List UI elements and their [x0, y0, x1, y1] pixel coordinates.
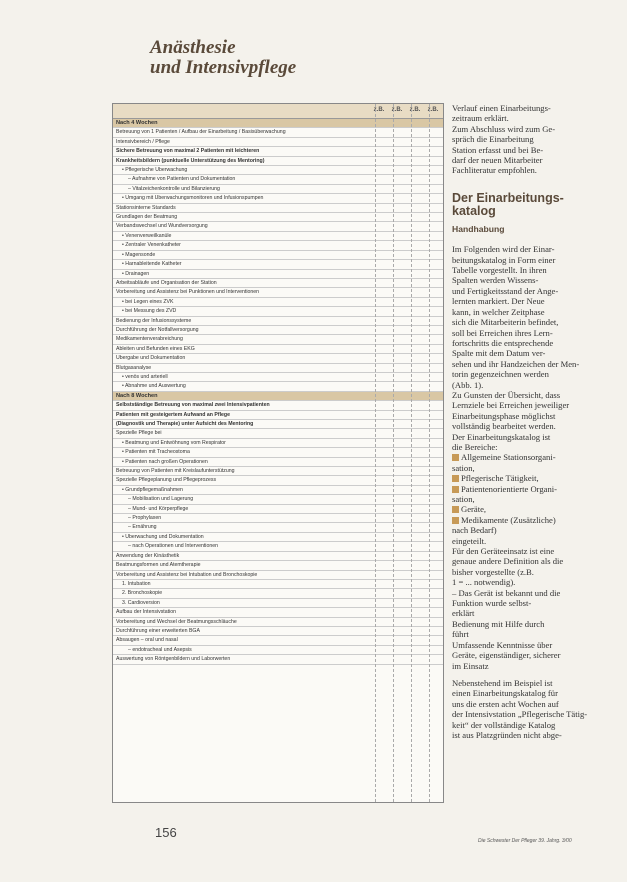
- text-line: führt: [452, 629, 469, 640]
- row-label: • Patienten mit Tracheostoma: [122, 449, 190, 456]
- legend-square-icon: [452, 475, 459, 482]
- text-line: der Intensivstation „Pflegerische Tätig-: [452, 709, 588, 720]
- legend-item: [452, 515, 612, 525]
- text-line: und Fertigkeitsstand der Ange-: [452, 285, 559, 296]
- section-heading-line: Der Einarbeitungs-: [452, 190, 564, 205]
- section-heading-line: katalog: [452, 203, 496, 218]
- row-label: Anwendung der Kinästhetik: [116, 552, 180, 559]
- text-line: Zum Abschluss wird zum Ge-: [452, 123, 556, 134]
- text-line: Der Einarbeitungskatalog ist: [452, 431, 551, 442]
- legend-label: Medikamente (Zusätzliche): [461, 514, 556, 525]
- text-line: Verlauf einen Einarbeitungs-: [452, 103, 551, 113]
- text-line: fortschritts die entsprechende: [452, 337, 554, 348]
- row-label: Betreuung von Patienten mit Kreislaufunterstützung: [116, 468, 235, 475]
- row-label: Stationsinterne Standards: [116, 204, 176, 211]
- row-label: – Aufnahme von Patienten und Dokumentation: [128, 176, 236, 183]
- column-header: z.B.: [391, 107, 403, 113]
- legend-square-icon: [452, 486, 459, 493]
- legend-item: [452, 504, 612, 514]
- row-label: Spezielle Pflegeplanung und Pflegeprozess: [116, 477, 217, 484]
- row-label: • Überwachung und Dokumentation: [122, 533, 204, 540]
- row-label: • Harnableitende Katheter: [122, 261, 182, 268]
- text-line: bisher vorgestellte (z.B.: [452, 566, 534, 577]
- row-label: Nach 8 Wochen: [116, 392, 158, 399]
- text-line: vollständig bearbeitet werden.: [452, 421, 556, 432]
- text-line: Im Folgenden wird der Einar-: [452, 244, 555, 255]
- text-line: Bedienung mit Hilfe durch: [452, 618, 545, 629]
- text-line: Für den Geräteeinsatz ist eine: [452, 546, 555, 557]
- text-line: Lernziele bei Erreichen jeweiliger: [452, 400, 570, 411]
- legend-label: Patientenorientierte Organi-: [461, 483, 558, 494]
- column-header: z.B.: [373, 107, 385, 113]
- page-number: 156: [155, 825, 177, 840]
- row-label: Aufbau der Intensivstation: [116, 609, 176, 616]
- row-label: Durchführung der Notfallversorgung: [116, 326, 199, 333]
- text-line: (Abb. 1).: [452, 379, 484, 390]
- row-label: Selbstständige Betreuung von maximal zwei Intensivpatienten: [116, 402, 270, 409]
- text-line: sich die Mitarbeiterin befindet,: [452, 317, 559, 328]
- text-line: darf der neuen Mitarbeiter: [452, 155, 543, 166]
- text-line: ist aus Platzgründen nicht abge-: [452, 729, 562, 740]
- text-line: sehen und ihr Handzeichen der Men-: [452, 358, 580, 369]
- text-line: lernten markiert. Der Neue: [452, 296, 545, 307]
- row-label: – Mobilisation und Lagerung: [128, 496, 194, 503]
- text-line: genaue andere Definition als die: [452, 556, 564, 567]
- row-label: – Vitalzeichenkontrolle und Bilanzierung: [128, 185, 220, 192]
- row-label: Arbeitsabläufe und Organisation der Station: [116, 279, 217, 286]
- legend-item: [452, 494, 612, 504]
- text-line: zeitraum erklärt.: [452, 113, 509, 124]
- section-heading: [452, 192, 612, 218]
- legend-item: [452, 463, 612, 473]
- text-line: die Bereiche:: [452, 441, 498, 452]
- column-header: z.B.: [427, 107, 439, 113]
- row-label: Bedienung der Infusionssysteme: [116, 317, 192, 324]
- row-label: Krankheitsbildern (punktuelle Unterstützung des Mentoring): [116, 157, 265, 164]
- training-catalog-table: [112, 103, 444, 803]
- column-header: z.B.: [409, 107, 421, 113]
- row-label: 3. Cardioversion: [122, 599, 160, 606]
- text-line: Umfassende Kenntnisse über: [452, 639, 553, 650]
- text-line: Zu Gunsten der Übersicht, dass: [452, 389, 561, 400]
- row-label: – nach Operationen und Interventionen: [128, 543, 218, 550]
- footer-note: Die Schwester Der Pfleger 39. Jahrg. 3/00: [478, 838, 572, 844]
- text-line: Geräte, eigenständiger, sicherer: [452, 650, 561, 661]
- text-line: – Das Gerät ist bekannt und die: [452, 587, 561, 598]
- text-line: kann, in welcher Zeitphase: [452, 306, 545, 317]
- row-label: • Beatmung und Entwöhnung vom Respirator: [122, 439, 226, 446]
- row-label: Beatmungsformen und Atemtherapie: [116, 562, 201, 569]
- row-label: • Grundpflegemaßnahmen: [122, 486, 183, 493]
- text-line: im Einsatz: [452, 660, 489, 671]
- row-label: 2. Bronchoskopie: [122, 590, 163, 597]
- legend-label: Allgemeine Stationsorgani-: [461, 452, 556, 463]
- row-label: Verbandswechsel und Wundversorgung: [116, 223, 208, 230]
- row-label: Intensivbereich / Pflege: [116, 138, 170, 145]
- row-label: • Venenverweilkanüle: [122, 232, 172, 239]
- text-line: Spalte mit dem Datum ver-: [452, 348, 546, 359]
- text-line: torin gegenzeichnen werden: [452, 369, 549, 380]
- text-line: eingeteilt.: [452, 535, 487, 546]
- legend-item: [452, 484, 612, 494]
- text-line: erklärt: [452, 608, 475, 619]
- row-label: Betreuung von 1 Patienten / Aufbau der Einarbeitung / Basisüberwachung: [116, 129, 286, 136]
- column-divider: [393, 104, 394, 802]
- row-label: Nach 4 Wochen: [116, 120, 158, 126]
- text-line: Fachliteratur empfohlen.: [452, 165, 537, 176]
- text-line: Spalten werden Wissens-: [452, 275, 539, 286]
- row-label: Vorbereitung und Wechsel der Beatmungsschläuche: [116, 618, 237, 625]
- text-line: spräch die Einarbeitung: [452, 134, 534, 145]
- legend-label: nach Bedarf): [452, 525, 497, 536]
- text-line: soll bei Erreichen ihres Lern-: [452, 327, 553, 338]
- row-label: • Patienten nach großen Operationen: [122, 458, 208, 465]
- row-label: Durchführung einer erweiterten BGA: [116, 627, 200, 634]
- row-label: Medikamentenverabreichung: [116, 336, 183, 343]
- row-label: • Pflegerische Überwachung: [122, 167, 188, 174]
- text-line: Einarbeitungsphase möglichst: [452, 410, 556, 421]
- legend-item: [452, 473, 612, 483]
- legend-label: sation,: [452, 494, 475, 504]
- row-label: Auswertung von Röntgenbildern und Laborwerten: [116, 656, 231, 663]
- row-label: Vorbereitung und Assistenz bei Punktionen und Interventionen: [116, 289, 260, 296]
- row-label: – Mund- und Körperpflege: [128, 505, 189, 512]
- legend-square-icon: [452, 506, 459, 513]
- row-label: • Zentraler Venenkatheter: [122, 242, 181, 249]
- row-label: • Drainagen: [122, 270, 150, 277]
- legend-square-icon: [452, 454, 459, 461]
- text-line: Station erfasst und bei Be-: [452, 144, 544, 155]
- row-label: – endotracheal und Asepsis: [128, 646, 192, 653]
- legend-label: Geräte,: [461, 504, 487, 515]
- column-divider: [375, 104, 376, 802]
- row-label: Absaugen – oral und nasal: [116, 637, 178, 644]
- legend-label: sation,: [452, 462, 475, 473]
- text-line: Tabelle vorgestellt. In ihren: [452, 265, 547, 276]
- row-label: – Prophylaxen: [128, 515, 162, 522]
- legend-square-icon: [452, 517, 459, 524]
- row-label: Vorbereitung und Assistenz bei Intubation und Bronchoskopie: [116, 571, 258, 578]
- legend-label: Pflegerische Tätigkeit,: [461, 473, 539, 484]
- page-title-line-1: Anästhesie: [150, 37, 236, 58]
- row-label: 1. Intubation: [122, 580, 151, 587]
- row-label: – Ernährung: [128, 524, 157, 531]
- text-line: einen Einarbeitungskatalog für: [452, 688, 558, 699]
- row-label: Übergabe und Dokumentation: [116, 355, 186, 362]
- text-line: beitungskatalog in Form einer: [452, 254, 556, 265]
- text-line: 1 = ... notwendig).: [452, 577, 516, 588]
- page-title-line-2: und Intensivpflege: [150, 57, 297, 78]
- text-line: Funktion wurde selbst-: [452, 598, 532, 609]
- text-line: keit“ der vollständige Katalog: [452, 719, 556, 730]
- row-label: • Umgang mit Überwachungsmonitoren und Infusionspumpen: [122, 195, 264, 202]
- text-line: uns die ersten acht Wochen auf: [452, 698, 559, 709]
- row-label: • Abnahme und Auswertung: [122, 383, 186, 390]
- text-line: Nebenstehend im Beispiel ist: [452, 677, 553, 688]
- subheading: Handhabung: [452, 223, 505, 234]
- row-label: Blutgasanalyse: [116, 364, 152, 371]
- legend-item: [452, 452, 612, 462]
- row-label: • bei Legen eines ZVK: [122, 298, 174, 305]
- right-text-column: [452, 103, 612, 740]
- row-label: • bei Messung des ZVD: [122, 308, 177, 315]
- row-label: • venös und arteriell: [122, 373, 168, 380]
- column-divider: [411, 104, 412, 802]
- legend-item: [452, 525, 612, 535]
- row-label: Sichere Betreuung von maximal 2 Patienten mit leichteren: [116, 148, 260, 155]
- row-label: Spezielle Pflege bei: [116, 430, 162, 437]
- column-divider: [429, 104, 430, 802]
- row-label: • Magensonde: [122, 251, 156, 258]
- row-label: Ableiten und Befunden eines EKG: [116, 345, 195, 352]
- row-label: Grundlagen der Beatmung: [116, 214, 178, 221]
- row-label: (Diagnostik und Therapie) unter Aufsicht des Mentoring: [116, 421, 254, 427]
- row-label: Patienten mit gesteigertem Aufwand an Pflege: [116, 411, 230, 418]
- page-title: [150, 38, 296, 78]
